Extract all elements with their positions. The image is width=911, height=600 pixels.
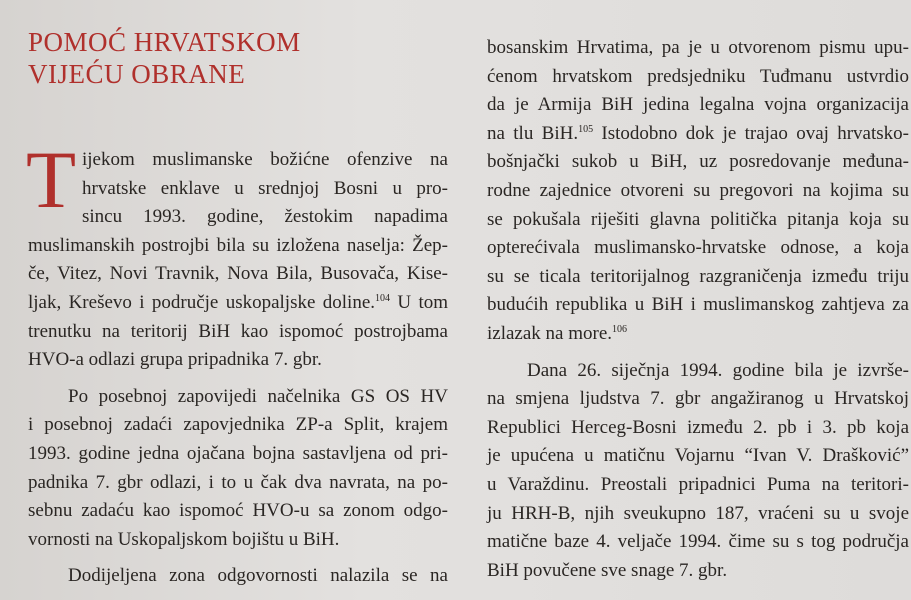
paragraph-line: ijekom muslimanske božićne ofenzive na (82, 149, 448, 170)
paragraph-line: bošnjački sukob u BiH, uz posredovanje međuna- (487, 151, 909, 173)
footnote-ref: 104 (375, 292, 391, 304)
paragraph-line: se pokušala riješiti glavna politička pitanja koja su (487, 208, 909, 230)
paragraph-line: Dana 26. siječnja 1994. godine bila je izvrše- (527, 359, 909, 381)
paragraph-line: sincu 1993. godine, žestokim napadima (82, 206, 448, 228)
line-text: ljak, Kreševo i područje uskopaljske doline. (28, 291, 376, 313)
footnote-ref: 106 (612, 323, 628, 335)
paragraph-line: ju HRH-B, njih sveukupno 187, vraćeni su u svoje (487, 502, 909, 524)
paragraph-line: Republici Herceg-Bosni između 2. pb i 3. pb koja (487, 416, 909, 438)
paragraph-line: hrvatske enklave u srednjoj Bosni u pro- (82, 177, 448, 199)
paragraph-line (487, 320, 909, 349)
section-heading (28, 26, 301, 90)
paragraph-line (28, 289, 448, 318)
paragraph-line: BiH povučene sve snage 7. gbr. (487, 559, 728, 581)
paragraph-line: da je Armija BiH jedina legalna vojna organizacija (487, 94, 909, 116)
paragraph-line: budućih republika u BiH i muslimanskog zahtjeva za (487, 294, 909, 316)
paragraph-line: su se ticala teritorijalnog razgraničenja između triju (487, 265, 909, 287)
heading-line-2: VIJEĆU OBRANE (28, 59, 246, 89)
paragraph-line: rodne zajednice otvoreni su pregovori na kojima su (487, 179, 909, 201)
paragraph-line: opterećivala muslimansko-hrvatske odnose, a koja (487, 237, 909, 259)
paragraph-line: padnika 7. gbr odlazi, i to u čak dva navrata, na po- (28, 471, 448, 493)
paragraph-line: Po posebnoj zapovijedi načelnika GS OS HV (68, 385, 448, 407)
line-text: na tlu BiH. (487, 122, 579, 144)
line-text: izlazak na more. (487, 322, 613, 344)
paragraph-line: i posebnoj zadaći zapovjednika ZP-a Split, krajem (28, 414, 448, 436)
right-column (487, 34, 909, 585)
paragraph-line: vornosti na Uskopaljskom bojištu u BiH. (28, 528, 340, 550)
line-text: Istodobno dok je trajao ovaj hrvatsko- (593, 122, 909, 144)
paragraph-line: sebnu zadaću kao ispomoć HVO-u sa zonom odgo- (28, 500, 448, 522)
paragraph-line: trenutku na teritorij BiH kao ispomoć postrojbama (28, 320, 448, 342)
paragraph-line: 1993. godine jedna ojačana bojna sastavljena od pri- (28, 442, 448, 464)
paragraph-line: HVO-a odlazi grupa pripadnika 7. gbr. (28, 349, 322, 371)
paragraph-line: če, Vitez, Novi Travnik, Nova Bila, Busovača, Kise- (28, 263, 448, 285)
paragraph-line: u Varaždinu. Preostali pripadnici Puma na teritori- (487, 473, 909, 495)
paragraph-line: Dodijeljena zona odgovornosti nalazila se na (68, 565, 448, 587)
heading-line-1: POMOĆ HRVATSKOM (28, 27, 301, 57)
paragraph-line (487, 120, 909, 149)
left-column (26, 134, 448, 591)
drop-cap: T (26, 134, 77, 225)
line-text: U tom (390, 291, 448, 313)
paragraph-line: na smjena ljudstva 7. gbr angažiranog u Hrvatskoj (487, 388, 909, 410)
paragraph-line: muslimanskih postrojbi bila su izložena naselja: Žep- (28, 234, 448, 256)
paragraph-line: bosanskim Hrvatima, pa je u otvorenom pismu upu- (487, 37, 909, 58)
paragraph-line: je upućena u matičnu Vojarnu “Ivan V. Drašković” (487, 445, 909, 467)
paragraph-line: ćenom hrvatskom predsjedniku Tuđmanu ustvrdio (487, 65, 909, 87)
footnote-ref: 105 (578, 123, 594, 135)
paragraph-line: matične baze 4. veljače 1994. čime su s tog područja (487, 531, 909, 553)
